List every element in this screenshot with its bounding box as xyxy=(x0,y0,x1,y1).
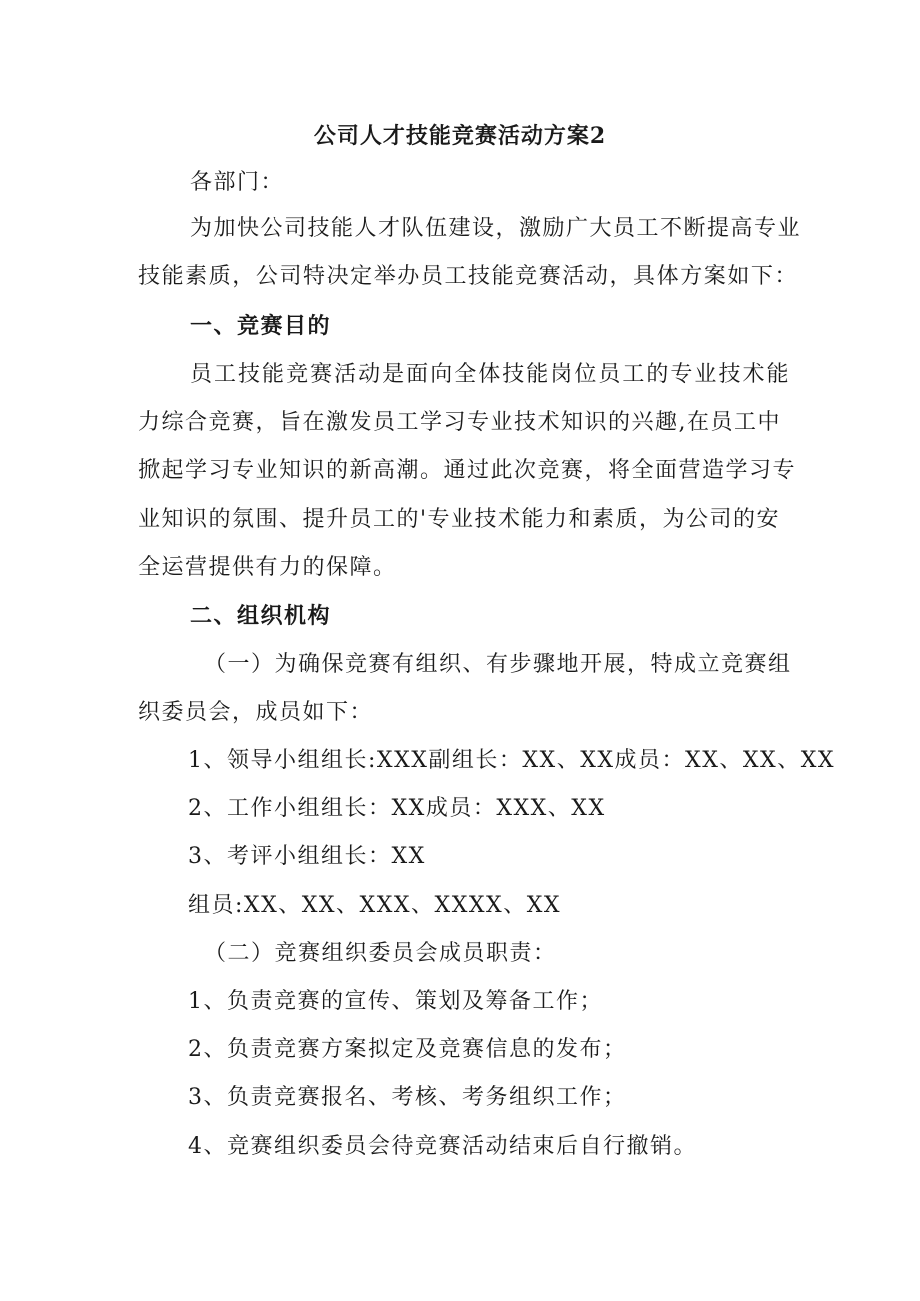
duty-item: 4、竞赛组织委员会待竞赛活动结束后自行撤销。 xyxy=(188,1134,697,1159)
paragraph-line: （一）为确保竞赛有组织、有步骤地开展，特成立竞赛组 xyxy=(204,652,792,677)
subsection-heading-duties: （二）竞赛组织委员会成员职责： xyxy=(204,941,557,966)
document-title: 公司人才技能竞赛活动方案2 xyxy=(313,123,607,149)
duty-item: 3、负责竞赛报名、考核、考务组织工作； xyxy=(188,1085,627,1110)
intro-line: 为加快公司技能人才队伍建设，激励广大员工不断提高专业 xyxy=(190,216,802,241)
section-heading-organization: 二、组织机构 xyxy=(190,603,332,629)
group-line: 3、考评小组组长：XX xyxy=(188,844,426,869)
paragraph-line: 掀起学习专业知识的新高潮。通过此次竞赛，将全面营造学习专 xyxy=(138,458,797,483)
group-line: 1、领导小组组长:XXX副组长：XX、XX成员：XX、XX、XX xyxy=(188,748,836,773)
section-heading-purpose: 一、竞赛目的 xyxy=(190,313,332,339)
paragraph-line: 力综合竞赛，旨在激发员工学习专业技术知识的兴趣,在员工中 xyxy=(138,410,781,435)
group-line: 组员:XX、XX、XXX、XXXX、XX xyxy=(188,893,562,918)
paragraph-line: 织委员会，成员如下： xyxy=(138,700,374,725)
paragraph-line: 员工技能竞赛活动是面向全体技能岗位员工的专业技术能 xyxy=(190,362,790,387)
intro-line: 技能素质，公司特决定举办员工技能竞赛活动，具体方案如下： xyxy=(138,264,798,289)
duty-item: 1、负责竞赛的宣传、策划及筹备工作； xyxy=(188,989,603,1014)
group-line: 2、工作小组组长：XX成员：XXX、XX xyxy=(188,796,606,821)
paragraph-line: 业知识的氛围、提升员工的'专业技术能力和素质，为公司的安 xyxy=(138,507,781,532)
paragraph-line: 全运营提供有力的保障。 xyxy=(138,555,397,580)
salutation: 各部门： xyxy=(190,170,285,195)
duty-item: 2、负责竞赛方案拟定及竞赛信息的发布； xyxy=(188,1037,627,1062)
